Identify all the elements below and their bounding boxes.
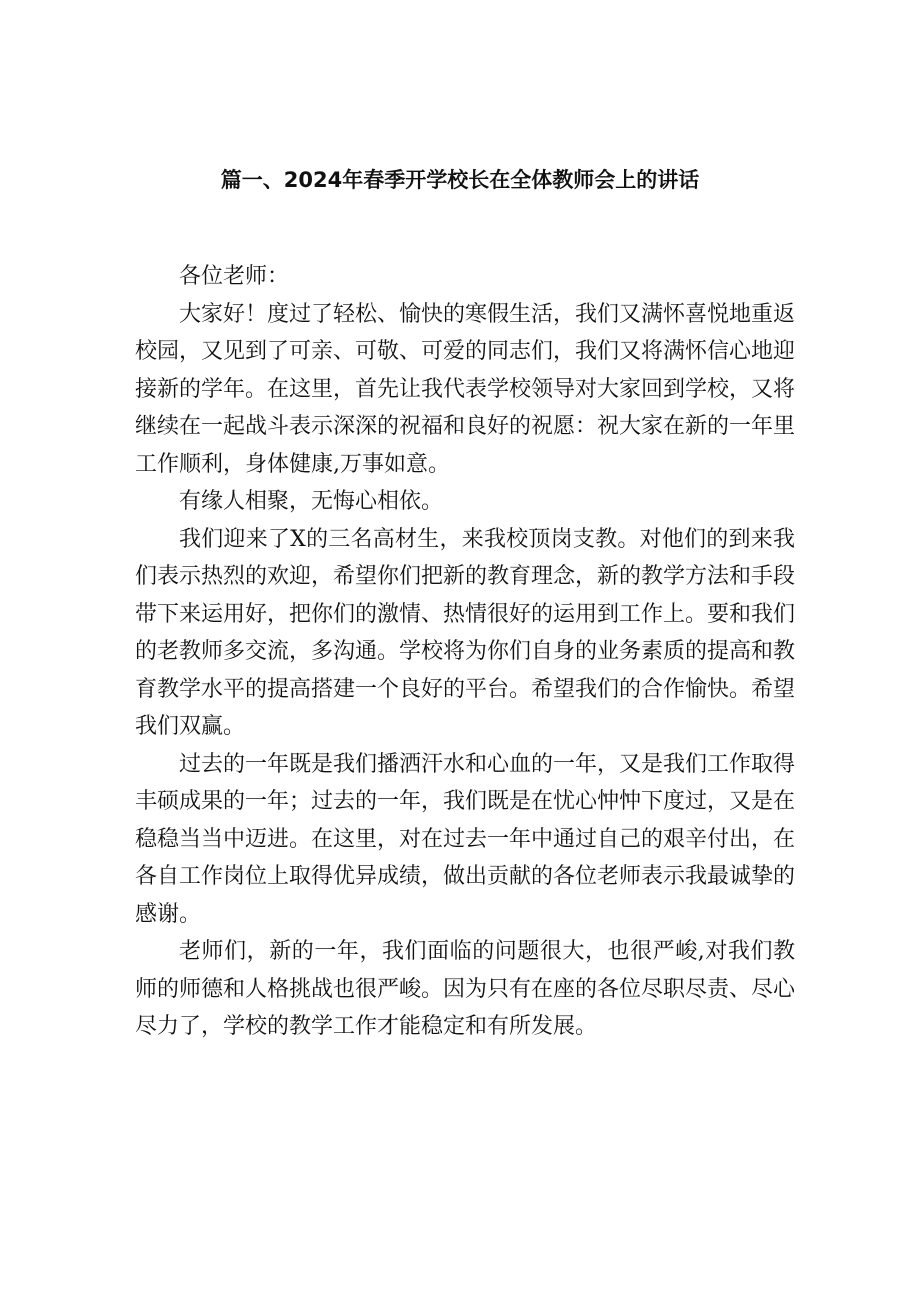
document-title: 篇一、2024年春季开学校长在全体教师会上的讲话 — [220, 168, 700, 192]
paragraph-welcome-teachers: 我们迎来了X的三名高材生，来我校顶岗支教。对他们的到来我们表示热烈的欢迎，希望你们把新的教育理念，新的教学方法和手段带下来运用好，把你们的激情、热情很好的运用到工作上。要和我们的老教师多交流，多沟通。学校将为你们自身的业务素质的提高和教育教学水平的提高搭建一个良好的平台。希望我们的合作愉快。希望我们双赢。 — [135, 526, 796, 739]
paragraph-motto: 有缘人相聚，无悔心相依。 — [179, 489, 444, 514]
paragraph-past-year: 过去的一年既是我们播洒汗水和心血的一年，又是我们工作取得丰硕成果的一年；过去的一年，我们既是在忧心忡忡下度过，又是在稳稳当当中迈进。在这里，对在过去一年中通过自己的艰辛付出，在各自工作岗位上取得优异成绩，做出贡献的各位老师表示我最诚挚的感谢。 — [135, 751, 796, 927]
paragraph-salutation: 各位老师： — [179, 264, 290, 289]
paragraph-new-year: 老师们，新的一年，我们面临的问题很大，也很严峻,对我们教师的师德和人格挑战也很严峻。因为只有在座的各位尽职尽责、尽心尽力了，学校的教学工作才能稳定和有所发展。 — [135, 939, 796, 1039]
paragraph-greeting: 大家好！度过了轻松、愉快的寒假生活，我们又满怀喜悦地重返校园，又见到了可亲、可敬、可爱的同志们，我们又将满怀信心地迎接新的学年。在这里，首先让我代表学校领导对大家回到学校，又将继续在一起战斗表示深深的祝福和良好的祝愿：祝大家在新的一年里工作顺利，身体健康,万事如意。 — [135, 301, 796, 477]
document-body — [135, 258, 795, 1046]
